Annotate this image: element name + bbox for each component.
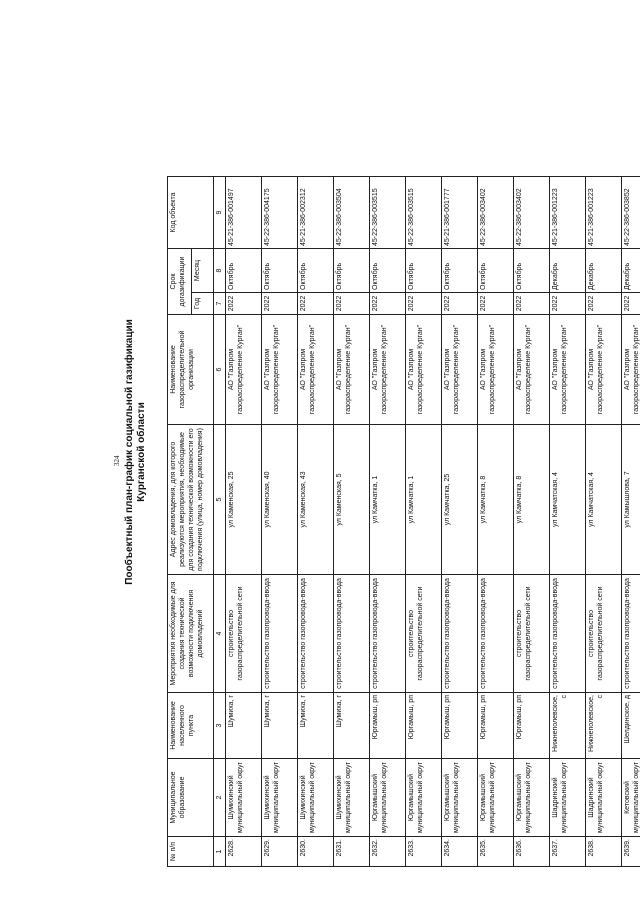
header-year: Год — [192, 293, 214, 315]
cell-organization: АО "Газпром газораспределение Курган" — [406, 315, 442, 425]
table-row — [370, 177, 406, 867]
gasification-table — [167, 176, 640, 867]
cell-year: 2022 — [442, 293, 478, 315]
title-line-1: Пообъектный план-график социальной газификации — [124, 319, 135, 585]
cell-organization: АО "Газпром газораспределение Курган" — [478, 315, 514, 425]
cell-month: Октябрь — [262, 249, 298, 293]
cell-municipality: Юргамышский муниципальный округ — [478, 759, 514, 837]
cell-month: Декабрь — [586, 249, 622, 293]
cell-organization: АО "Газпром газораспределение Курган" — [442, 315, 478, 425]
cell-address: ул Камчатка, 1 — [406, 425, 442, 575]
cell-code: 45-22-386-003402 — [514, 177, 550, 249]
cell-organization: АО "Газпром газораспределение Курган" — [262, 315, 298, 425]
cell-num: 2638. — [586, 837, 622, 867]
cell-organization: АО "Газпром газораспределение Курган" — [622, 315, 640, 425]
table-row — [478, 177, 514, 867]
page-number: 324 — [113, 455, 121, 466]
header-deadline: Срок догазификации — [168, 249, 192, 315]
cell-municipality: Шадринский муниципальный округ — [586, 759, 622, 837]
cell-code: 45-21-386-001223 — [586, 177, 622, 249]
cell-organization: АО "Газпром газораспределение Курган" — [514, 315, 550, 425]
cell-settlement: Шумиха, г — [226, 693, 262, 759]
rotated-content — [0, 22, 640, 882]
table-row — [298, 177, 334, 867]
header-municipality: Муниципальное образование — [168, 759, 214, 837]
column-number: 8 — [214, 249, 226, 293]
cell-year: 2022 — [298, 293, 334, 315]
cell-num: 2633. — [406, 837, 442, 867]
cell-municipality: Юргамышский муниципальный округ — [370, 759, 406, 837]
cell-address: ул Камчатка, 25 — [442, 425, 478, 575]
cell-municipality: Юргамышский муниципальный округ — [514, 759, 550, 837]
header-measures: Мероприятия необходимые для создания технической возможности подключения домовладений — [168, 575, 214, 693]
cell-num: 2636. — [514, 837, 550, 867]
cell-organization: АО "Газпром газораспределение Курган" — [226, 315, 262, 425]
cell-municipality: Юргамышский муниципальный округ — [406, 759, 442, 837]
cell-num: 2628. — [226, 837, 262, 867]
header-row — [168, 177, 192, 867]
cell-settlement: Юргамыш, рп — [406, 693, 442, 759]
cell-month: Октябрь — [442, 249, 478, 293]
cell-num: 2639. — [622, 837, 640, 867]
table-row — [550, 177, 586, 867]
cell-address: ул Камчатская, 4 — [586, 425, 622, 575]
cell-municipality: Шумихинский муниципальный округ — [334, 759, 370, 837]
cell-measure: строительство газораспределительной сети — [406, 575, 442, 693]
cell-month: Декабрь — [622, 249, 640, 293]
cell-month: Октябрь — [370, 249, 406, 293]
table-row — [514, 177, 550, 867]
cell-measure: строительство газопровода-ввода — [622, 575, 640, 693]
cell-month: Октябрь — [334, 249, 370, 293]
table-row — [262, 177, 298, 867]
cell-year: 2022 — [406, 293, 442, 315]
column-number: 3 — [214, 693, 226, 759]
table-row — [406, 177, 442, 867]
cell-num: 2630. — [298, 837, 334, 867]
cell-organization: АО "Газпром газораспределение Курган" — [298, 315, 334, 425]
cell-address: ул Каменская, 43 — [298, 425, 334, 575]
header-num: № п/п — [168, 837, 214, 867]
cell-settlement: Шумиха, г — [334, 693, 370, 759]
title-line-2: Курганской области — [136, 402, 147, 502]
cell-code: 45-21-386-001497 — [226, 177, 262, 249]
cell-municipality: Кетовский муниципальный округ — [622, 759, 640, 837]
cell-settlement: Юргамыш, рп — [442, 693, 478, 759]
cell-measure: строительство газопровода-ввода — [550, 575, 586, 693]
cell-measure: строительство газопровода-ввода — [442, 575, 478, 693]
table-row — [334, 177, 370, 867]
cell-organization: АО "Газпром газораспределение Курган" — [550, 315, 586, 425]
cell-code: 45-22-386-003515 — [370, 177, 406, 249]
header-organization: Наименование газораспределительной организации — [168, 315, 214, 425]
cell-month: Декабрь — [550, 249, 586, 293]
page-title — [124, 22, 148, 882]
cell-month: Октябрь — [514, 249, 550, 293]
cell-year: 2022 — [262, 293, 298, 315]
table-row — [622, 177, 640, 867]
cell-measure: строительство газопровода-ввода — [334, 575, 370, 693]
cell-code: 45-22-386-003402 — [478, 177, 514, 249]
cell-month: Октябрь — [298, 249, 334, 293]
cell-code: 45-21-386-001777 — [442, 177, 478, 249]
header-code: Код объекта — [168, 177, 214, 249]
header-month: Месяц — [192, 249, 214, 293]
column-number: 7 — [214, 293, 226, 315]
cell-month: Октябрь — [478, 249, 514, 293]
cell-organization: АО "Газпром газораспределение Курган" — [334, 315, 370, 425]
cell-municipality: Шадринский муниципальный округ — [550, 759, 586, 837]
cell-measure: строительство газопровода-ввода — [262, 575, 298, 693]
cell-settlement: Юргамыш, рп — [370, 693, 406, 759]
cell-year: 2022 — [370, 293, 406, 315]
cell-address: ул Каменская, 25 — [226, 425, 262, 575]
cell-year: 2022 — [550, 293, 586, 315]
cell-address: ул Каменская, 40 — [262, 425, 298, 575]
cell-settlement: Юргамыш, рп — [514, 693, 550, 759]
cell-code: 45-21-386-002312 — [298, 177, 334, 249]
cell-organization: АО "Газпром газораспределение Курган" — [586, 315, 622, 425]
cell-address: ул Каменская, 5 — [334, 425, 370, 575]
column-number-row — [214, 177, 226, 867]
cell-municipality: Шумихинский муниципальный округ — [298, 759, 334, 837]
cell-address: ул Камчатка, 8 — [478, 425, 514, 575]
cell-year: 2022 — [226, 293, 262, 315]
cell-municipality: Юргамышский муниципальный округ — [442, 759, 478, 837]
cell-settlement: Нижнеполевское, с — [586, 693, 622, 759]
cell-code: 45-22-386-003852 — [622, 177, 640, 249]
cell-year: 2022 — [478, 293, 514, 315]
cell-municipality: Шумихинский муниципальный округ — [262, 759, 298, 837]
column-number: 5 — [214, 425, 226, 575]
cell-settlement: Нижнеполевское, с — [550, 693, 586, 759]
table-row — [226, 177, 262, 867]
column-number: 4 — [214, 575, 226, 693]
cell-code: 45-22-386-003515 — [406, 177, 442, 249]
cell-settlement: Юргамыш, рп — [478, 693, 514, 759]
cell-year: 2022 — [622, 293, 640, 315]
cell-num: 2632. — [370, 837, 406, 867]
cell-num: 2634. — [442, 837, 478, 867]
cell-year: 2022 — [586, 293, 622, 315]
header-settlement: Наименование населенного пункта — [168, 693, 214, 759]
cell-address: ул Камышлова, 7 — [622, 425, 640, 575]
cell-municipality: Шумихинский муниципальный округ — [226, 759, 262, 837]
cell-num: 2637. — [550, 837, 586, 867]
column-number: 6 — [214, 315, 226, 425]
cell-month: Октябрь — [226, 249, 262, 293]
cell-num: 2629. — [262, 837, 298, 867]
table-row — [586, 177, 622, 867]
header-address: Адрес домовладения, для которого реализуются мероприятия, необходимые для создания технической возможности его подключения (улица, номер домовладения) — [168, 425, 214, 575]
cell-settlement: Шелдинское, д — [622, 693, 640, 759]
cell-num: 2635. — [478, 837, 514, 867]
cell-num: 2631. — [334, 837, 370, 867]
cell-organization: АО "Газпром газораспределение Курган" — [370, 315, 406, 425]
cell-measure: строительство газораспределительной сети — [586, 575, 622, 693]
cell-month: Октябрь — [406, 249, 442, 293]
cell-address: ул Камчатская, 4 — [550, 425, 586, 575]
cell-code: 45-21-386-001223 — [550, 177, 586, 249]
cell-year: 2022 — [334, 293, 370, 315]
cell-measure: строительство газопровода-ввода — [370, 575, 406, 693]
cell-address: ул Камчатка, 1 — [370, 425, 406, 575]
cell-measure: строительство газораспределительной сети — [514, 575, 550, 693]
column-number: 1 — [214, 837, 226, 867]
cell-code: 45-22-386-004175 — [262, 177, 298, 249]
cell-settlement: Шумиха, г — [298, 693, 334, 759]
cell-year: 2022 — [514, 293, 550, 315]
column-number: 9 — [214, 177, 226, 249]
cell-address: ул Камчатка, 8 — [514, 425, 550, 575]
cell-measure: строительство газопровода-ввода — [478, 575, 514, 693]
cell-measure: строительство газопровода-ввода — [298, 575, 334, 693]
cell-settlement: Шумиха, г — [262, 693, 298, 759]
cell-measure: строительство газораспределительной сети — [226, 575, 262, 693]
cell-code: 45-22-386-003504 — [334, 177, 370, 249]
table-row — [442, 177, 478, 867]
column-number: 2 — [214, 759, 226, 837]
